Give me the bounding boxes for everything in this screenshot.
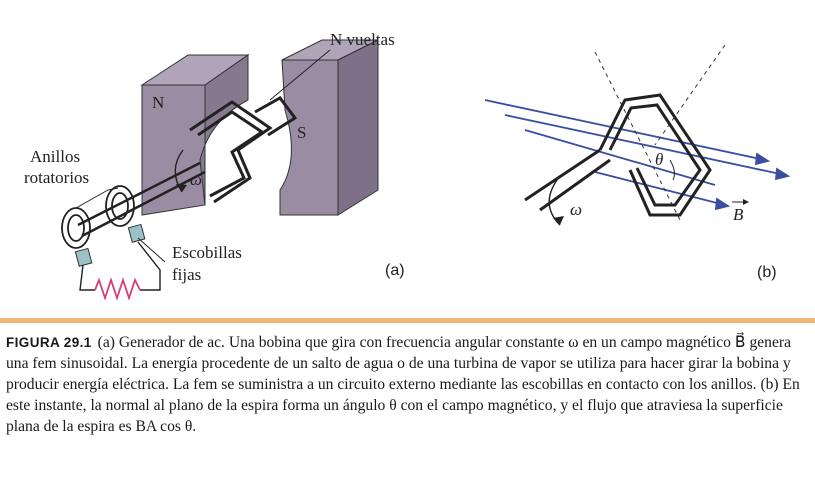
pole-n-label: N <box>152 93 165 112</box>
field-lines <box>485 100 788 209</box>
omega-label-b: ω <box>570 200 583 219</box>
panel-a-label: (a) <box>385 262 405 279</box>
coil-b <box>525 95 710 215</box>
slip-ring-2 <box>106 186 134 226</box>
rings-label-line1: Anillos <box>30 147 81 166</box>
figure-a-generator <box>0 0 470 300</box>
caption-label: FIGURA 29.1 <box>6 335 92 350</box>
omega-label: ω <box>190 170 203 189</box>
slip-ring-1 <box>62 208 90 248</box>
field-vector-arrowhead <box>743 199 749 205</box>
brush-1 <box>75 248 91 266</box>
panel-b-label: (b) <box>757 264 777 281</box>
field-b-label: B <box>733 205 744 224</box>
brushes-label-line1: Escobillas <box>172 243 242 262</box>
caption-text: (a) Generador de ac. Una bobina que gira con frecuencia angular constante ω en un campo magnético B⃗ genera una fem sinusoidal. La energía procedente de un salto de agua o de una turbina de vapor se utiliza para hacer girar la bobina y producir energía eléctrica. La fem se suministra a un circuito externo mediante las escobillas en contacto con los anillos. (b) En este instante, la normal al plano de la espira forma un ángulo θ con el campo magnético, y el flujo que atraviesa la superficie plana de la espira es BA cos θ. <box>6 334 800 435</box>
resistor <box>95 280 140 298</box>
pole-s-label: S <box>297 123 307 142</box>
figure-caption <box>6 332 806 437</box>
brushes-label-line2: fijas <box>172 265 202 284</box>
brush-2 <box>128 224 144 242</box>
caption-divider <box>0 318 815 323</box>
figure-b-coil-in-field <box>465 0 815 300</box>
theta-arc <box>670 160 674 180</box>
normal-dashes <box>595 45 725 220</box>
theta-label: θ <box>655 150 664 169</box>
magnet-s-pole <box>280 40 378 215</box>
external-circuit <box>80 242 160 290</box>
rings-label-line2: rotatorios <box>24 168 90 187</box>
coil-turns-label: N vueltas <box>330 30 395 49</box>
